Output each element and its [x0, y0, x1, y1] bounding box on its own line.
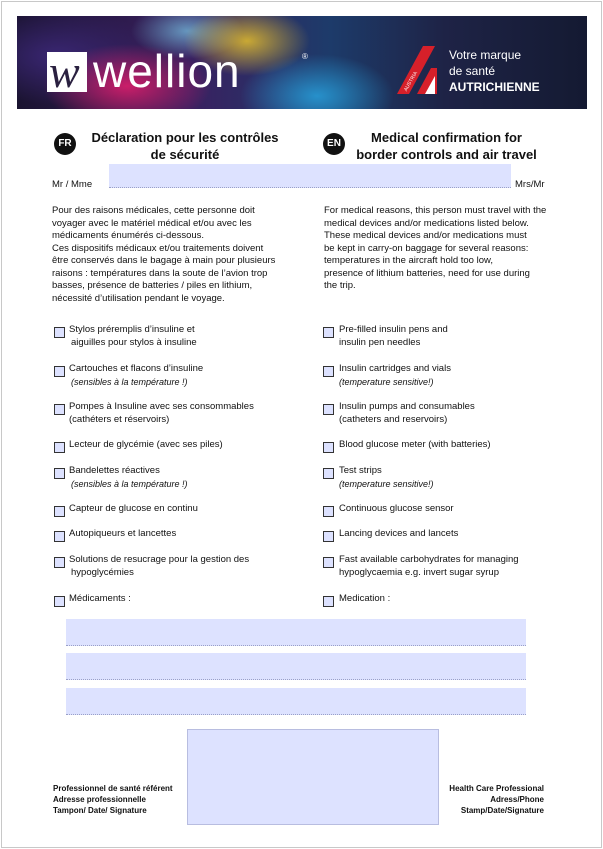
en-footer-line: Stamp/Date/Signature — [460, 806, 544, 815]
fr-checkbox-pumps[interactable] — [54, 404, 65, 415]
wellion-logo-mark: w — [47, 52, 87, 92]
fr-paragraph — [52, 205, 284, 305]
en-checkbox-medication[interactable] — [323, 596, 334, 607]
fr-checkbox-cgm[interactable] — [54, 506, 65, 517]
fr-para-line: Pour des raisons médicales, cette personne doit — [52, 205, 255, 216]
header-banner — [17, 16, 587, 109]
en-para-line: These medical devices and/or medications must — [324, 230, 527, 241]
fr-item-strips — [69, 465, 188, 490]
fr-item-cgm — [69, 503, 198, 516]
item-line: aiguilles pour stylos à insuline — [71, 336, 197, 348]
en-title-line-1: Medical confirmation for — [371, 130, 522, 145]
item-note: (sensibles à la température !) — [71, 478, 188, 489]
item-line: Médicaments : — [69, 593, 131, 604]
item-line: Solutions de resucrage pour la gestion des — [69, 554, 250, 565]
en-item-meter — [339, 439, 491, 452]
en-checkbox-lancets[interactable] — [323, 531, 334, 542]
item-line: hypoglycaemia e.g. invert sugar syrup — [339, 566, 499, 578]
en-checkbox-cartridges[interactable] — [323, 366, 334, 377]
en-checkbox-insulin-pens[interactable] — [323, 327, 334, 338]
en-item-cartridges — [339, 363, 451, 388]
item-line: Fast available carbohydrates for managing — [339, 554, 519, 565]
name-field[interactable] — [109, 164, 511, 188]
en-name-label: Mrs/Mr — [515, 179, 545, 190]
en-paragraph — [324, 205, 569, 293]
en-footer-line: Adress/Phone — [490, 795, 544, 804]
medication-field-2[interactable] — [66, 653, 526, 680]
flag-label: AUSTRIA — [403, 70, 420, 93]
item-line: Insulin pumps and consumables — [339, 401, 475, 412]
item-line: insulin pen needles — [339, 336, 421, 348]
fr-checkbox-strips[interactable] — [54, 468, 65, 479]
fr-checkbox-insulin-pens[interactable] — [54, 327, 65, 338]
wellion-logo-text: wellion — [93, 45, 241, 97]
item-note: (temperature sensitive!) — [339, 478, 434, 489]
fr-item-meter — [69, 439, 223, 452]
fr-item-lancets — [69, 528, 176, 541]
item-note: (sensibles à la température !) — [71, 376, 188, 387]
fr-item-medication — [69, 593, 131, 606]
item-line: Medication : — [339, 593, 391, 604]
en-footer — [447, 783, 544, 816]
item-line: Autopiqueurs et lancettes — [69, 528, 177, 539]
en-para-line: presence of lithium batteries, need for use during — [324, 267, 530, 279]
fr-item-carbs — [69, 554, 249, 579]
item-line: Continuous glucose sensor — [339, 503, 454, 514]
fr-para-line: être conservés dans le bagage à main pour plusieurs — [52, 255, 276, 266]
en-para-line: be kept in carry-on baggage for several reasons: — [324, 242, 529, 254]
medication-field-1[interactable] — [66, 619, 526, 646]
fr-item-cartridges — [69, 363, 203, 388]
en-checkbox-pumps[interactable] — [323, 404, 334, 415]
fr-title-line-2: de sécurité — [150, 147, 220, 162]
en-badge: EN — [323, 133, 345, 155]
en-checkbox-carbs[interactable] — [323, 557, 334, 568]
stamp-signature-field[interactable] — [187, 729, 439, 825]
en-checkbox-cgm[interactable] — [323, 506, 334, 517]
fr-para-line: basses, présence de batteries / piles en lithium, — [52, 280, 253, 291]
en-item-strips — [339, 465, 434, 490]
fr-title-line-1: Déclaration pour les contrôles — [91, 130, 279, 145]
fr-title — [90, 129, 280, 163]
fr-para-line: raisons : températures dans la soute de l’avion trop — [52, 267, 268, 279]
fr-badge: FR — [54, 133, 76, 155]
fr-item-pumps — [69, 401, 254, 426]
en-item-cgm — [339, 503, 454, 516]
item-line: Capteur de glucose en continu — [69, 503, 198, 514]
fr-para-line: nécessité d’utilisation pendant le voyage. — [52, 292, 225, 304]
registered-mark: ® — [302, 52, 308, 61]
en-item-insulin-pens — [339, 324, 448, 349]
item-line: Test strips — [339, 465, 382, 476]
tagline-line-1: Votre marque — [449, 48, 522, 62]
item-line: Bandelettes réactives — [69, 465, 160, 476]
fr-para-line: voyager avec le matériel médical et/ou avec les — [52, 217, 252, 229]
fr-footer-line: Tampon/ Date/ Signature — [53, 806, 147, 815]
fr-checkbox-meter[interactable] — [54, 442, 65, 453]
fr-para-line: médicaments énumérés ci-dessous. — [52, 230, 205, 241]
en-title — [354, 129, 539, 163]
fr-item-insulin-pens — [69, 324, 197, 349]
tagline-line-3: AUTRICHIENNE — [449, 80, 540, 94]
en-footer-line: Health Care Professional — [449, 784, 544, 793]
item-line: Lancing devices and lancets — [339, 528, 459, 539]
item-line: Insulin cartridges and vials — [339, 363, 451, 374]
fr-para-line: Ces dispositifs médicaux et/ou traitements doivent — [52, 242, 264, 254]
item-line: (cathéters et réservoirs) — [69, 413, 170, 425]
fr-footer-line: Professionnel de santé référent — [53, 784, 173, 793]
en-item-pumps — [339, 401, 475, 426]
fr-footer — [53, 783, 173, 816]
en-item-carbs — [339, 554, 519, 579]
fr-checkbox-carbs[interactable] — [54, 557, 65, 568]
en-para-line: the trip. — [324, 280, 356, 291]
fr-footer-line: Adresse professionnelle — [53, 795, 146, 804]
fr-checkbox-cartridges[interactable] — [54, 366, 65, 377]
item-note: (temperature sensitive!) — [339, 376, 434, 387]
en-para-line: temperatures in the aircraft hold too low, — [324, 255, 493, 266]
en-title-line-2: border controls and air travel — [356, 147, 537, 162]
en-para-line: For medical reasons, this person must travel with the — [324, 205, 547, 216]
item-line: Blood glucose meter (with batteries) — [339, 439, 491, 450]
fr-checkbox-lancets[interactable] — [54, 531, 65, 542]
en-para-line: medical devices and/or medications listed below. — [324, 217, 529, 229]
en-item-lancets — [339, 528, 458, 541]
tagline-line-2: de santé — [449, 64, 496, 78]
item-line: hypoglycémies — [71, 566, 134, 578]
austria-flag-icon — [397, 46, 445, 94]
en-checkbox-meter[interactable] — [323, 442, 334, 453]
item-line: Pompes à Insuline avec ses consommables — [69, 401, 254, 412]
item-line: Cartouches et flacons d’insuline — [69, 363, 204, 374]
item-line: Pre-filled insulin pens and — [339, 324, 448, 335]
fr-checkbox-medication[interactable] — [54, 596, 65, 607]
en-item-medication — [339, 593, 390, 606]
item-line: (catheters and reservoirs) — [339, 413, 448, 425]
medication-field-3[interactable] — [66, 688, 526, 715]
item-line: Lecteur de glycémie (avec ses piles) — [69, 439, 223, 450]
item-line: Stylos préremplis d’insuline et — [69, 324, 195, 335]
form-page — [1, 1, 602, 848]
en-checkbox-strips[interactable] — [323, 468, 334, 479]
fr-name-label: Mr / Mme — [52, 179, 93, 190]
